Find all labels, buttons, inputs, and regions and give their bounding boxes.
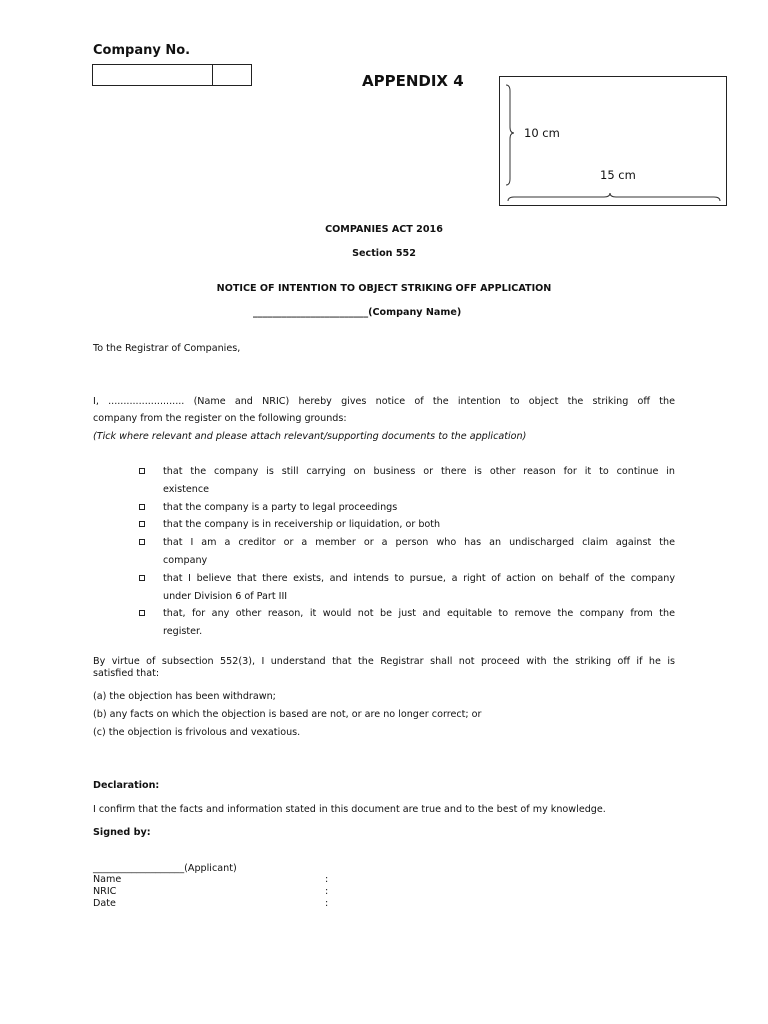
declaration-heading: Declaration:	[93, 780, 160, 791]
ground-checkbox[interactable]	[139, 521, 145, 527]
field-label-name: Name	[93, 874, 122, 885]
ground-text-cont: existence	[163, 484, 209, 495]
condition-item: (b) any facts on which the objection is based are not, or are no longer correct; or	[93, 709, 482, 720]
act-title: COMPANIES ACT 2016	[325, 224, 443, 235]
ground-checkbox[interactable]	[139, 468, 145, 474]
ground-checkbox[interactable]	[139, 575, 145, 581]
ground-text: that I believe that there exists, and intends to pursue, a right of action on behalf of the company	[163, 573, 675, 584]
intro-line-1: I, ......................... (Name and NRIC) hereby gives notice of the intention to object the striking off the	[93, 396, 675, 407]
virtue-line-1: By virtue of subsection 552(3), I understand that the Registrar shall not proceed with the striking off if he is	[93, 656, 675, 667]
field-separator: :	[325, 886, 329, 897]
ground-text: that the company is still carrying on business or there is other reason for it to continue in	[163, 466, 675, 477]
notice-title: NOTICE OF INTENTION TO OBJECT STRIKING OFF APPLICATION	[216, 283, 552, 294]
declaration-text: I confirm that the facts and information stated in this document are true and to the best of my knowledge.	[93, 804, 606, 815]
signed-by-label: Signed by:	[93, 827, 151, 838]
salutation: To the Registrar of Companies,	[93, 343, 241, 354]
ground-text: that the company is in receivership or liquidation, or both	[163, 519, 441, 530]
ground-text: that the company is a party to legal proceedings	[163, 502, 398, 513]
company-name-field[interactable]: ________________________(Company Name)	[253, 307, 462, 318]
ground-text: that, for any other reason, it would not be just and equitable to remove the company from the	[163, 608, 675, 619]
condition-item: (a) the objection has been withdrawn;	[93, 691, 276, 702]
applicant-signature-line[interactable]: ___________________(Applicant)	[93, 863, 237, 874]
condition-item: (c) the objection is frivolous and vexatious.	[93, 727, 301, 738]
intro-note: (Tick where relevant and please attach relevant/supporting documents to the application)	[93, 431, 527, 442]
virtue-line-2: satisfied that:	[93, 668, 160, 679]
company-no-label: Company No.	[93, 43, 191, 58]
height-label: 10 cm	[524, 126, 560, 140]
ground-text: that I am a creditor or a member or a person who has an undischarged claim against the	[163, 537, 675, 548]
field-separator: :	[325, 874, 329, 885]
dimension-brackets	[500, 77, 726, 205]
company-no-box[interactable]	[92, 64, 252, 86]
company-no-box-divider	[212, 65, 213, 85]
field-label-date: Date	[93, 898, 116, 909]
ground-checkbox[interactable]	[139, 539, 145, 545]
ground-text-cont: company	[163, 555, 208, 566]
ground-text-cont: register.	[163, 626, 203, 637]
ground-checkbox[interactable]	[139, 504, 145, 510]
photo-box	[499, 76, 727, 206]
appendix-title: APPENDIX 4	[362, 72, 464, 90]
intro-line-2: company from the register on the following grounds:	[93, 413, 347, 424]
width-label: 15 cm	[600, 168, 636, 182]
field-label-nric: NRIC	[93, 886, 117, 897]
section-title: Section 552	[352, 248, 416, 259]
ground-text-cont: under Division 6 of Part III	[163, 591, 288, 602]
ground-checkbox[interactable]	[139, 610, 145, 616]
field-separator: :	[325, 898, 329, 909]
